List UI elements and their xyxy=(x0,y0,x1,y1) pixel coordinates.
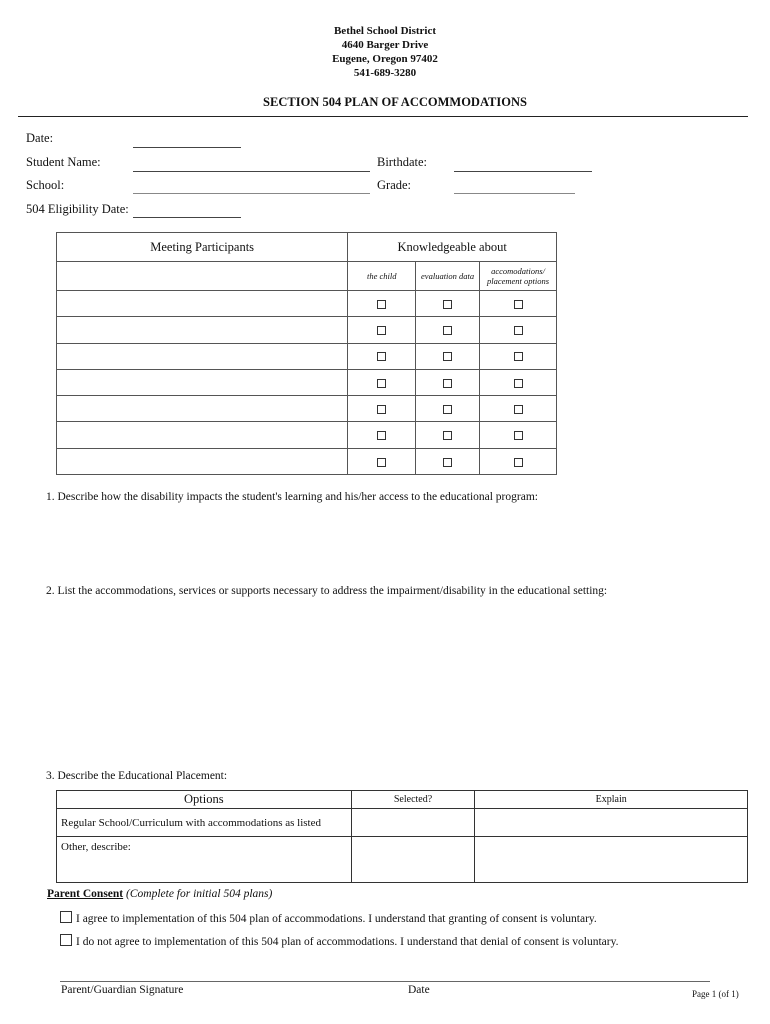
explain-header: Explain xyxy=(475,791,748,809)
district-city: Eugene, Oregon 97402 xyxy=(332,53,438,65)
child-checkbox[interactable] xyxy=(377,300,386,309)
grade-label: Grade: xyxy=(377,178,412,192)
placement-table xyxy=(56,790,748,883)
student-name-field[interactable] xyxy=(133,171,370,172)
school-label: School: xyxy=(26,178,65,192)
district-phone: 541-689-3280 xyxy=(353,67,417,79)
option-other: Other, describe: xyxy=(57,837,352,883)
options-header: Options xyxy=(57,791,352,809)
title-divider xyxy=(18,116,748,117)
participant-name-cell[interactable] xyxy=(57,422,348,448)
date-label: Date: xyxy=(26,131,54,145)
explain-cell[interactable] xyxy=(475,837,748,883)
question-1-answer[interactable] xyxy=(46,510,746,580)
participant-row xyxy=(57,422,557,448)
participant-name-cell[interactable] xyxy=(57,448,348,474)
participant-row xyxy=(57,291,557,317)
consent-agree-row xyxy=(60,911,597,925)
participant-row xyxy=(57,369,557,395)
consent-disagree-row xyxy=(60,934,619,948)
participant-name-cell[interactable] xyxy=(57,317,348,343)
district-name: Bethel School District xyxy=(333,25,437,37)
signature-date-label: Date xyxy=(408,984,430,996)
student-name-label: Student Name: xyxy=(26,155,101,169)
eligibility-date-field[interactable] xyxy=(133,217,241,218)
evaluation-checkbox[interactable] xyxy=(443,300,452,309)
participant-row xyxy=(57,343,557,369)
evaluation-checkbox[interactable] xyxy=(443,458,452,467)
consent-heading: Parent Consent (Complete for initial 504 plans) xyxy=(47,888,273,900)
participant-row xyxy=(57,448,557,474)
question-2: 2. List the accommodations, services or supports necessary to address the impairment/disability in the educational setting: xyxy=(46,585,608,597)
evaluation-checkbox[interactable] xyxy=(443,326,452,335)
evaluation-checkbox[interactable] xyxy=(443,431,452,440)
child-checkbox[interactable] xyxy=(377,326,386,335)
participants-table xyxy=(56,232,557,475)
agree-text: I agree to implementation of this 504 plan of accommodations. I understand that granting of consent is voluntary. xyxy=(76,913,597,925)
district-address: 4640 Barger Drive xyxy=(341,39,429,51)
evaluation-checkbox[interactable] xyxy=(443,379,452,388)
child-checkbox[interactable] xyxy=(377,379,386,388)
evaluation-checkbox[interactable] xyxy=(443,352,452,361)
option-regular-school: Regular School/Curriculum with accommodations as listed xyxy=(57,809,352,837)
grade-field[interactable] xyxy=(454,193,575,194)
participant-name-cell[interactable] xyxy=(57,369,348,395)
accommodations-checkbox[interactable] xyxy=(514,431,523,440)
accommodations-checkbox[interactable] xyxy=(514,405,523,414)
accommodations-checkbox[interactable] xyxy=(514,379,523,388)
child-checkbox[interactable] xyxy=(377,352,386,361)
eligibility-date-label: 504 Eligibility Date: xyxy=(26,202,129,216)
knowledgeable-header: Knowledgeable about xyxy=(348,233,557,262)
disagree-checkbox[interactable] xyxy=(60,934,72,946)
accommodations-checkbox[interactable] xyxy=(514,352,523,361)
evaluation-checkbox[interactable] xyxy=(443,405,452,414)
evaluation-subheader: evaluation data xyxy=(416,262,480,291)
participant-row xyxy=(57,396,557,422)
selected-cell[interactable] xyxy=(351,837,475,883)
selected-cell[interactable] xyxy=(351,809,475,837)
page-number: Page 1 (of 1) xyxy=(692,989,739,999)
participants-header: Meeting Participants xyxy=(57,233,348,262)
page-title: SECTION 504 PLAN OF ACCOMMODATIONS xyxy=(263,95,527,109)
accommodations-checkbox[interactable] xyxy=(514,458,523,467)
explain-cell[interactable] xyxy=(475,809,748,837)
birthdate-field[interactable] xyxy=(454,171,592,172)
participant-name-cell[interactable] xyxy=(57,343,348,369)
question-2-answer[interactable] xyxy=(46,604,746,764)
child-checkbox[interactable] xyxy=(377,458,386,467)
participant-name-cell[interactable] xyxy=(57,291,348,317)
accommodations-subheader: accomodations/ placement options xyxy=(480,262,557,291)
disagree-text: I do not agree to implementation of this 504 plan of accommodations. I understand that denial of consent is voluntary. xyxy=(76,936,619,948)
date-field[interactable] xyxy=(133,147,241,148)
participant-row xyxy=(57,317,557,343)
child-checkbox[interactable] xyxy=(377,405,386,414)
child-checkbox[interactable] xyxy=(377,431,386,440)
accommodations-checkbox[interactable] xyxy=(514,300,523,309)
child-subheader: the child xyxy=(348,262,416,291)
signature-label: Parent/Guardian Signature xyxy=(61,984,184,996)
birthdate-label: Birthdate: xyxy=(377,155,427,169)
school-field[interactable] xyxy=(133,193,370,194)
selected-header: Selected? xyxy=(351,791,475,809)
accommodations-checkbox[interactable] xyxy=(514,326,523,335)
signature-line[interactable] xyxy=(60,981,710,982)
question-1: 1. Describe how the disability impacts the student's learning and his/her access to the educational program: xyxy=(46,491,538,503)
participant-name-cell[interactable] xyxy=(57,396,348,422)
question-3: 3. Describe the Educational Placement: xyxy=(46,770,228,782)
agree-checkbox[interactable] xyxy=(60,911,72,923)
